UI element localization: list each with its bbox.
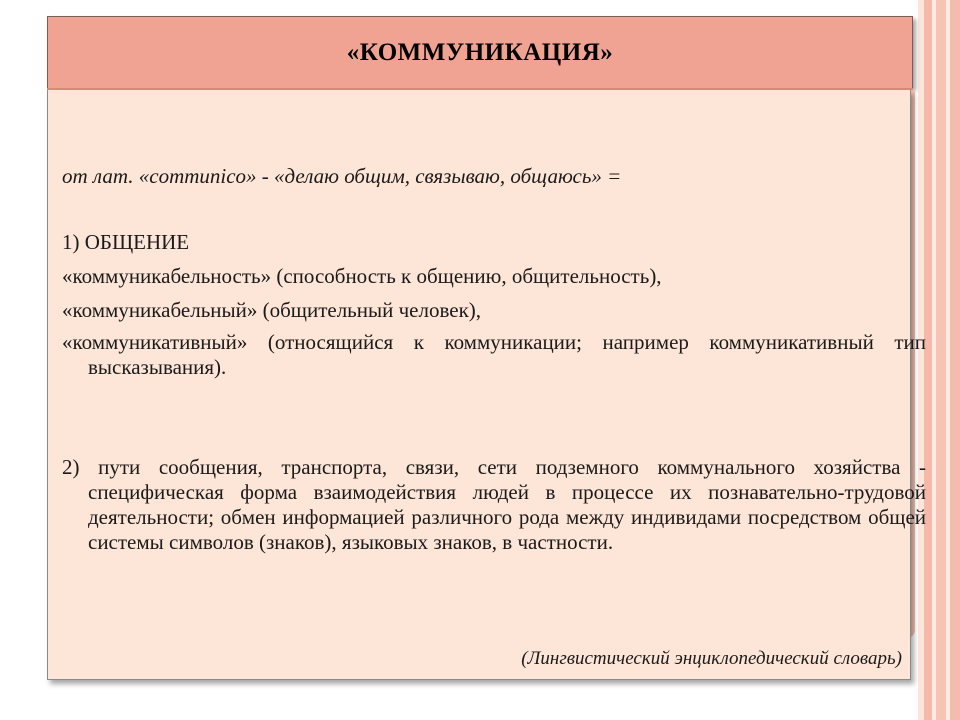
etymology-line: от лат. «communico» - «делаю общим, связываю, общаюсь» = xyxy=(62,164,622,188)
sense-1-line: «коммуникабельность» (способность к общению, общительность), xyxy=(62,264,662,288)
title-band xyxy=(47,16,913,88)
sense-1-heading: 1) ОБЩЕНИЕ xyxy=(62,230,190,254)
sense-2-definition: 2) пути сообщения, транспорта, связи, сети подземного коммунального хозяйства - специфическая форма взаимодействия людей в процессе их познавательно-трудовой деятельности; обмен информацией различного рода между индивидами посредством общей системы символов (знаков), языковых знаков, в частности. xyxy=(62,455,926,554)
source-citation: (Лингвистический энциклопедический словарь) xyxy=(521,648,902,669)
sense-1-line: «коммуникабельный» (общительный человек), xyxy=(62,298,482,322)
sense-1-line: «коммуникативный» (относящийся к коммуникации; например коммуникативный тип высказывания). xyxy=(62,330,926,379)
slide-title: «КОММУНИКАЦИЯ» xyxy=(346,39,614,66)
